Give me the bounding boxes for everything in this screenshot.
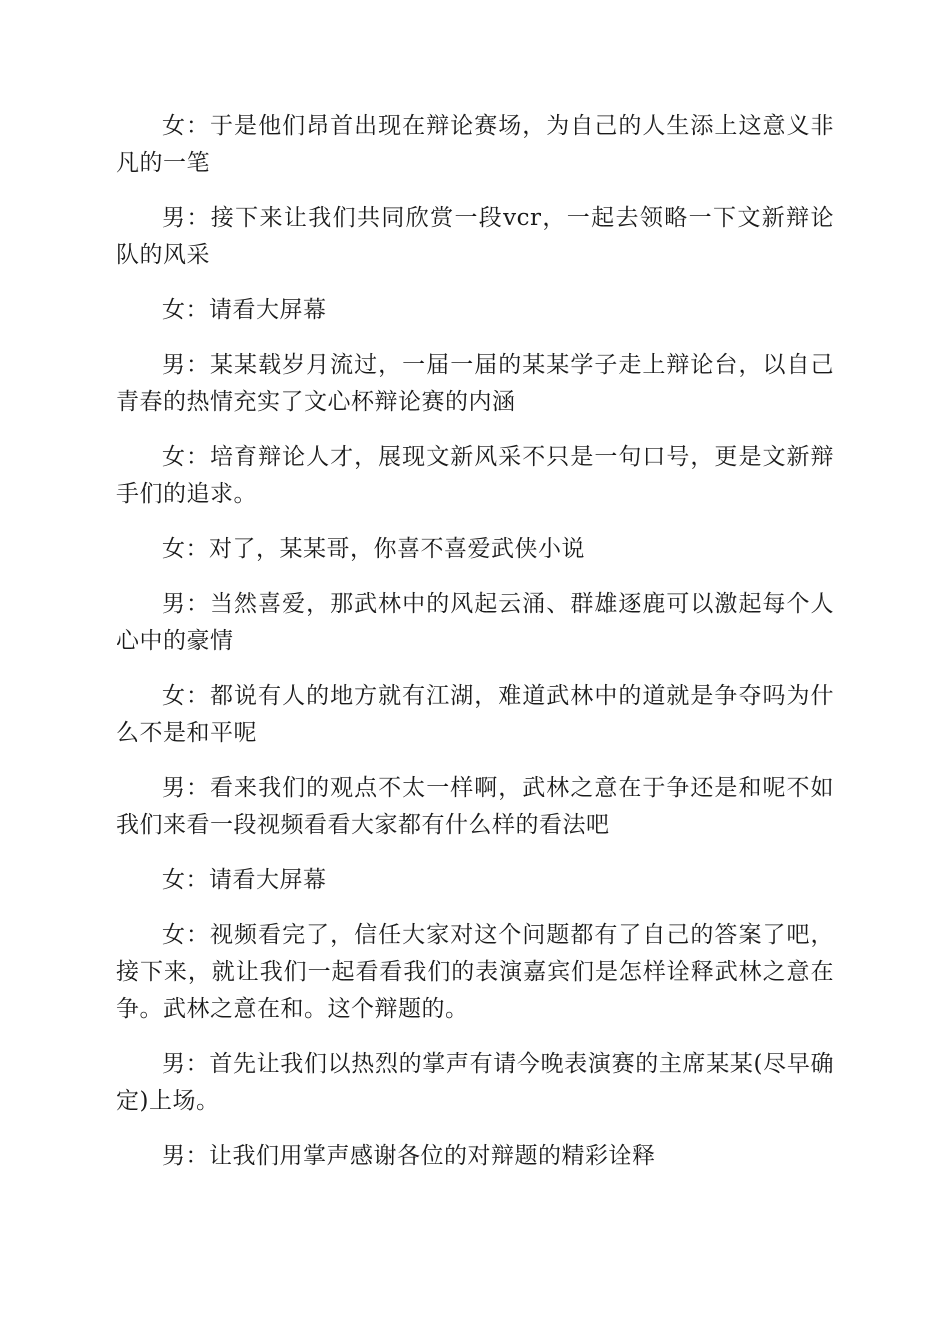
paragraph: 女：都说有人的地方就有江湖，难道武林中的道就是争夺吗为什么不是和平呢 [116, 683, 834, 746]
paragraph: 男：某某载岁月流过，一届一届的某某学子走上辩论台，以自己青春的热情充实了文心杯辩论赛的内涵 [116, 352, 834, 415]
paragraph: 男：让我们用掌声感谢各位的对辩题的精彩诠释 [162, 1143, 656, 1169]
paragraph: 女：请看大屏幕 [162, 297, 327, 323]
paragraph: 女：请看大屏幕 [162, 867, 327, 893]
paragraph: 男：当然喜爱，那武林中的风起云涌、群雄逐鹿可以激起每个人心中的豪情 [116, 591, 834, 654]
document-body [116, 108, 834, 1193]
paragraph: 女：培育辩论人才，展现文新风采不只是一句口号，更是文新辩手们的追求。 [116, 444, 834, 507]
paragraph: 男：接下来让我们共同欣赏一段vcr，一起去领略一下文新辩论队的风采 [116, 205, 834, 268]
paragraph: 男：首先让我们以热烈的掌声有请今晚表演赛的主席某某(尽早确定)上场。 [116, 1051, 834, 1114]
paragraph: 女：于是他们昂首出现在辩论赛场，为自己的人生添上这意义非凡的一笔 [116, 113, 834, 176]
paragraph: 男：看来我们的观点不太一样啊，武林之意在于争还是和呢不如我们来看一段视频看看大家都有什么样的看法吧 [116, 775, 834, 838]
paragraph: 女：对了，某某哥，你喜不喜爱武侠小说 [162, 536, 585, 562]
paragraph: 女：视频看完了，信任大家对这个问题都有了自己的答案了吧，接下来，就让我们一起看看我们的表演嘉宾们是怎样诠释武林之意在争。武林之意在和。这个辩题的。 [116, 922, 834, 1022]
